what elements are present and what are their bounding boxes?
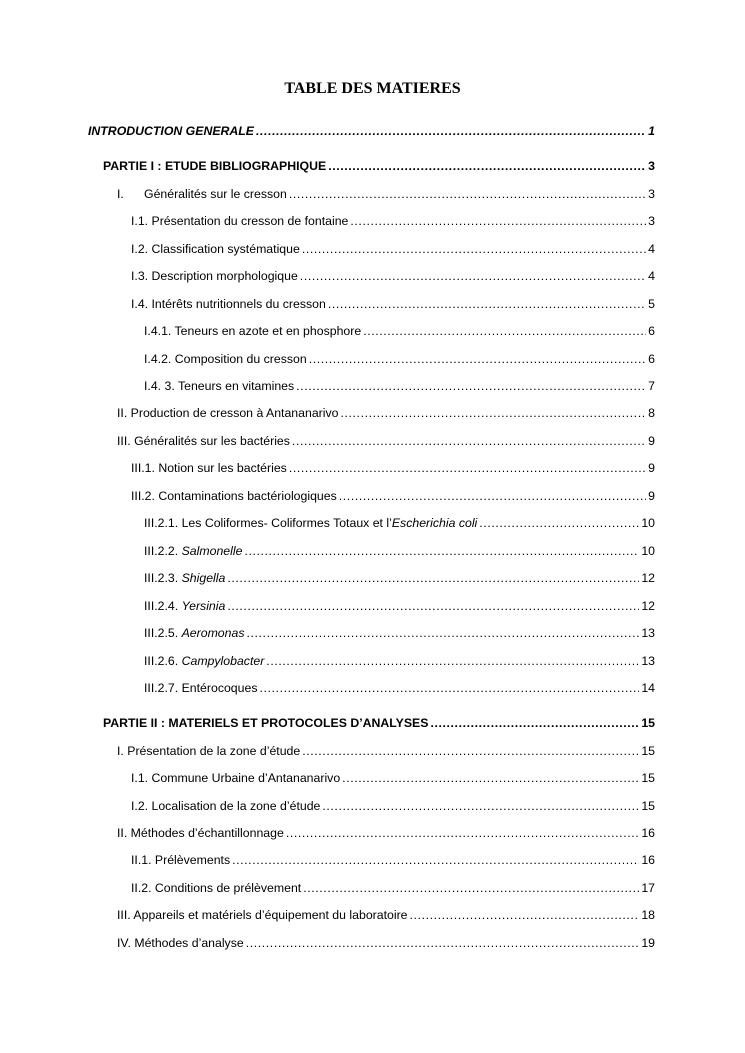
toc-page-number: 15 — [641, 771, 655, 785]
toc-entry[interactable] — [144, 351, 655, 367]
toc-entry-label: I.2. Localisation de la zone d’étude — [131, 799, 321, 813]
dot-leader — [328, 158, 646, 174]
toc-page-number: 3 — [648, 214, 655, 228]
dot-leader — [322, 798, 639, 814]
toc-entry[interactable] — [144, 625, 655, 641]
toc-page-number: 15 — [641, 799, 655, 813]
toc-page-number: 17 — [641, 881, 655, 895]
toc-page-number: 9 — [648, 434, 655, 448]
toc-page-number: 3 — [648, 159, 655, 173]
toc-entry-label: II.2. Conditions de prélèvement — [131, 881, 302, 895]
toc-entry-label — [144, 598, 225, 614]
dot-leader — [302, 241, 646, 257]
toc-page-number: 13 — [641, 626, 655, 640]
dot-leader — [259, 680, 639, 696]
toc-page-number: 16 — [641, 826, 655, 840]
toc-entry[interactable] — [117, 825, 655, 841]
toc-page-number: 15 — [641, 716, 655, 730]
toc-entry-label: II. Production de cresson à Antananarivo — [117, 406, 339, 420]
toc-entry-label — [117, 186, 287, 202]
toc-entry-label: I.4.2. Composition du cresson — [144, 352, 307, 366]
toc-entry[interactable] — [117, 935, 655, 951]
toc-entry-label: III.2.7. Entérocoques — [144, 681, 258, 695]
toc-entry-label: III.1. Notion sur les bactéries — [131, 461, 287, 475]
toc-entry-prefix: III.2.5. — [144, 626, 182, 640]
toc-entry-prefix: III.2.2. — [144, 544, 182, 558]
toc-entry-label: III. Appareils et matériels d’équipement du laboratoire — [117, 908, 408, 922]
toc-entry-prefix: III.2.1. Les Coliformes- Coliformes Totaux et l’ — [144, 516, 392, 530]
dot-leader — [286, 825, 640, 841]
dot-leader — [328, 296, 646, 312]
toc-entry[interactable] — [131, 770, 655, 786]
toc-entry-label: I.1. Commune Urbaine d’Antananarivo — [131, 771, 341, 785]
toc-entry-label: II.1. Prélèvements — [131, 853, 231, 867]
toc-entry-label: PARTIE I : ETUDE BIBLIOGRAPHIQUE — [103, 159, 327, 173]
toc-entry-label — [144, 625, 244, 641]
toc-entry[interactable] — [131, 488, 655, 504]
toc-entry[interactable] — [117, 186, 655, 202]
toc-entry-label: III. Généralités sur les bactéries — [117, 434, 290, 448]
dot-leader — [227, 598, 639, 614]
toc-entry-italic: Escherichia coli — [391, 516, 478, 530]
toc-page-number: 9 — [648, 489, 655, 503]
toc-entry-italic: Campylobacter — [181, 654, 265, 668]
toc-page-number: 16 — [641, 853, 655, 867]
toc-entry-italic: Salmonelle — [181, 544, 243, 558]
dot-leader — [246, 625, 639, 641]
toc-page-number: 8 — [648, 406, 655, 420]
toc-entry-label: I.3. Description morphologique — [131, 269, 298, 283]
toc-entry-label: III.2. Contaminations bactériologiques — [131, 489, 337, 503]
dot-leader — [339, 488, 646, 504]
toc-entry-italic: Aeromonas — [181, 626, 245, 640]
toc-entry[interactable] — [131, 241, 655, 257]
dot-leader — [292, 433, 646, 449]
toc-entry[interactable] — [131, 880, 655, 896]
toc-entry[interactable] — [117, 433, 655, 449]
toc-entry[interactable] — [144, 378, 655, 394]
toc-entry[interactable] — [117, 907, 655, 923]
toc-entry[interactable] — [144, 653, 655, 669]
toc-page-number: 15 — [641, 744, 655, 758]
toc-entry-label: I.2. Classification systématique — [131, 242, 300, 256]
toc-entry-label: I. Présentation de la zone d’étude — [117, 744, 301, 758]
dot-leader — [289, 460, 646, 476]
toc-entry-label — [144, 515, 477, 531]
toc-page-number: 6 — [648, 324, 655, 338]
toc-page-number: 12 — [641, 571, 655, 585]
toc-entry-italic: Yersinia — [181, 599, 226, 613]
toc-entry-label: INTRODUCTION GENERALE — [88, 124, 255, 138]
dot-leader — [300, 268, 646, 284]
toc-entry[interactable] — [131, 296, 655, 312]
toc-entry-label — [144, 543, 242, 559]
toc-entry-prefix: III.2.4. — [144, 599, 182, 613]
toc-entry-label: PARTIE II : MATERIELS ET PROTOCOLES D’ANALYSES — [103, 716, 429, 730]
toc-entry[interactable] — [88, 123, 655, 139]
toc-entry[interactable] — [144, 570, 655, 586]
toc-page-number: 19 — [641, 936, 655, 950]
dot-leader — [350, 213, 646, 229]
toc-entry-text: Généralités sur le cresson — [144, 187, 287, 201]
toc-entry[interactable] — [131, 213, 655, 229]
toc-page-number: 3 — [648, 187, 655, 201]
dot-leader — [309, 351, 646, 367]
dot-leader — [340, 405, 646, 421]
toc-entry[interactable] — [131, 798, 655, 814]
toc-entry-label: I.1. Présentation du cresson de fontaine — [131, 214, 349, 228]
toc-entry[interactable] — [131, 460, 655, 476]
dot-leader — [302, 743, 639, 759]
dot-leader — [410, 907, 640, 923]
toc-page-number: 10 — [641, 516, 655, 530]
dot-leader — [303, 880, 639, 896]
toc-entry-italic: Shigella — [181, 571, 226, 585]
toc-entry-label: I.4. 3. Teneurs en vitamines — [144, 379, 295, 393]
dot-leader — [363, 323, 646, 339]
toc-entry-number: I. — [117, 187, 124, 201]
toc-entry[interactable] — [103, 715, 655, 731]
toc-entry[interactable] — [103, 158, 655, 174]
toc-page-number: 4 — [648, 269, 655, 283]
toc-entry-label: IV. Méthodes d’analyse — [117, 936, 244, 950]
dot-leader — [244, 543, 639, 559]
dot-leader — [256, 123, 646, 139]
dot-leader — [246, 935, 640, 951]
dot-leader — [289, 186, 646, 202]
toc-page-number: 12 — [641, 599, 655, 613]
dot-leader — [430, 715, 639, 731]
toc-entry-label: I.4. Intérêts nutritionnels du cresson — [131, 297, 326, 311]
toc-page-number: 9 — [648, 461, 655, 475]
toc-entry[interactable] — [131, 852, 655, 868]
toc-page-number: 6 — [648, 352, 655, 366]
toc-entry[interactable] — [117, 405, 655, 421]
toc-entry[interactable] — [144, 598, 655, 614]
toc-entry-prefix: III.2.6. — [144, 654, 182, 668]
toc-page-number: 1 — [648, 124, 655, 138]
toc-entry[interactable] — [144, 680, 655, 696]
toc-page-number: 18 — [641, 908, 655, 922]
toc-entry[interactable] — [144, 323, 655, 339]
dot-leader — [296, 378, 646, 394]
toc-entry-prefix: III.2.3. — [144, 571, 182, 585]
toc-entry[interactable] — [144, 543, 655, 559]
toc-entry-label: II. Méthodes d’échantillonnage — [117, 826, 284, 840]
toc-entry[interactable] — [131, 268, 655, 284]
dot-leader — [232, 852, 639, 868]
toc-entry[interactable] — [117, 743, 655, 759]
toc-page-number: 5 — [648, 297, 655, 311]
page-title: TABLE DES MATIERES — [284, 80, 461, 97]
toc-page-number: 13 — [641, 654, 655, 668]
toc-entry-label — [144, 570, 225, 586]
dot-leader — [342, 770, 639, 786]
dot-leader — [479, 515, 639, 531]
toc-entry[interactable] — [144, 515, 655, 531]
dot-leader — [227, 570, 639, 586]
toc-page-number: 4 — [648, 242, 655, 256]
toc-entry-label — [144, 653, 264, 669]
dot-leader — [266, 653, 639, 669]
toc-entry-label: I.4.1. Teneurs en azote et en phosphore — [144, 324, 362, 338]
toc-page-number: 14 — [641, 681, 655, 695]
toc-page-number: 10 — [641, 544, 655, 558]
toc-page-number: 7 — [648, 379, 655, 393]
